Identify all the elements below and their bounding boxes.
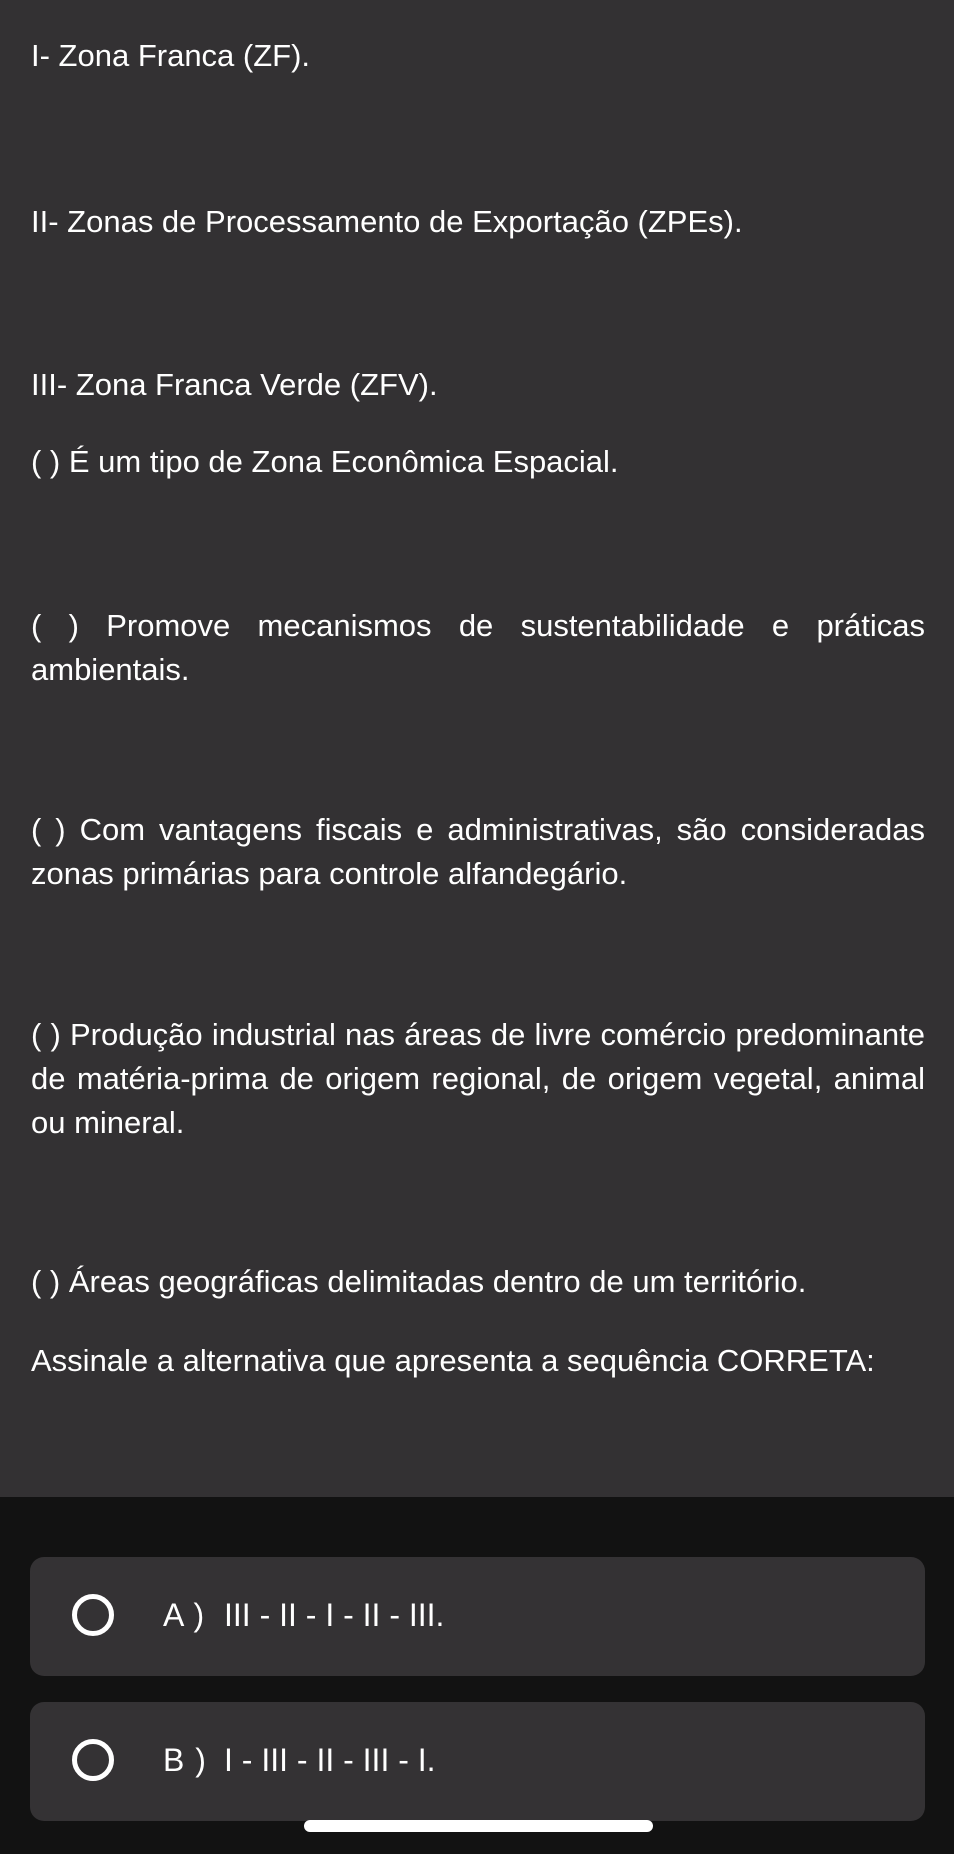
blank-item-2: ( ) Promove mecanismos de sustentabilidade e práticas ambientais. — [31, 608, 925, 687]
option-a-letter: A ) — [163, 1597, 206, 1633]
option-b-text: I - III - II - III - I. — [224, 1742, 436, 1778]
option-b[interactable] — [30, 1702, 925, 1821]
blank-item-5: ( ) Áreas geográficas delimitadas dentro de um território. — [31, 1264, 807, 1299]
home-indicator[interactable] — [304, 1820, 653, 1832]
blank-item-1: ( ) É um tipo de Zona Econômica Espacial. — [31, 444, 619, 479]
statement-item-2: II- Zonas de Processamento de Exportação (ZPEs). — [31, 204, 743, 239]
statement-item-3: III- Zona Franca Verde (ZFV). — [31, 367, 438, 402]
option-a[interactable] — [30, 1557, 925, 1676]
radio-unchecked-icon[interactable] — [72, 1594, 114, 1636]
question-prompt: Assinale a alternativa que apresenta a sequência CORRETA: — [31, 1343, 875, 1378]
option-b-letter: B ) — [163, 1742, 207, 1778]
blank-item-4: ( ) Produção industrial nas áreas de livre comércio predominante de matéria-prima de origem regional, de origem vegetal, animal ou mineral. — [31, 1017, 925, 1140]
radio-unchecked-icon[interactable] — [72, 1739, 114, 1781]
blank-item-3: ( ) Com vantagens fiscais e administrativas, são consideradas zonas primárias para controle alfandegário. — [31, 812, 925, 891]
statement-item-1: I- Zona Franca (ZF). — [31, 38, 311, 73]
option-a-text: III - II - I - II - III. — [224, 1597, 445, 1633]
